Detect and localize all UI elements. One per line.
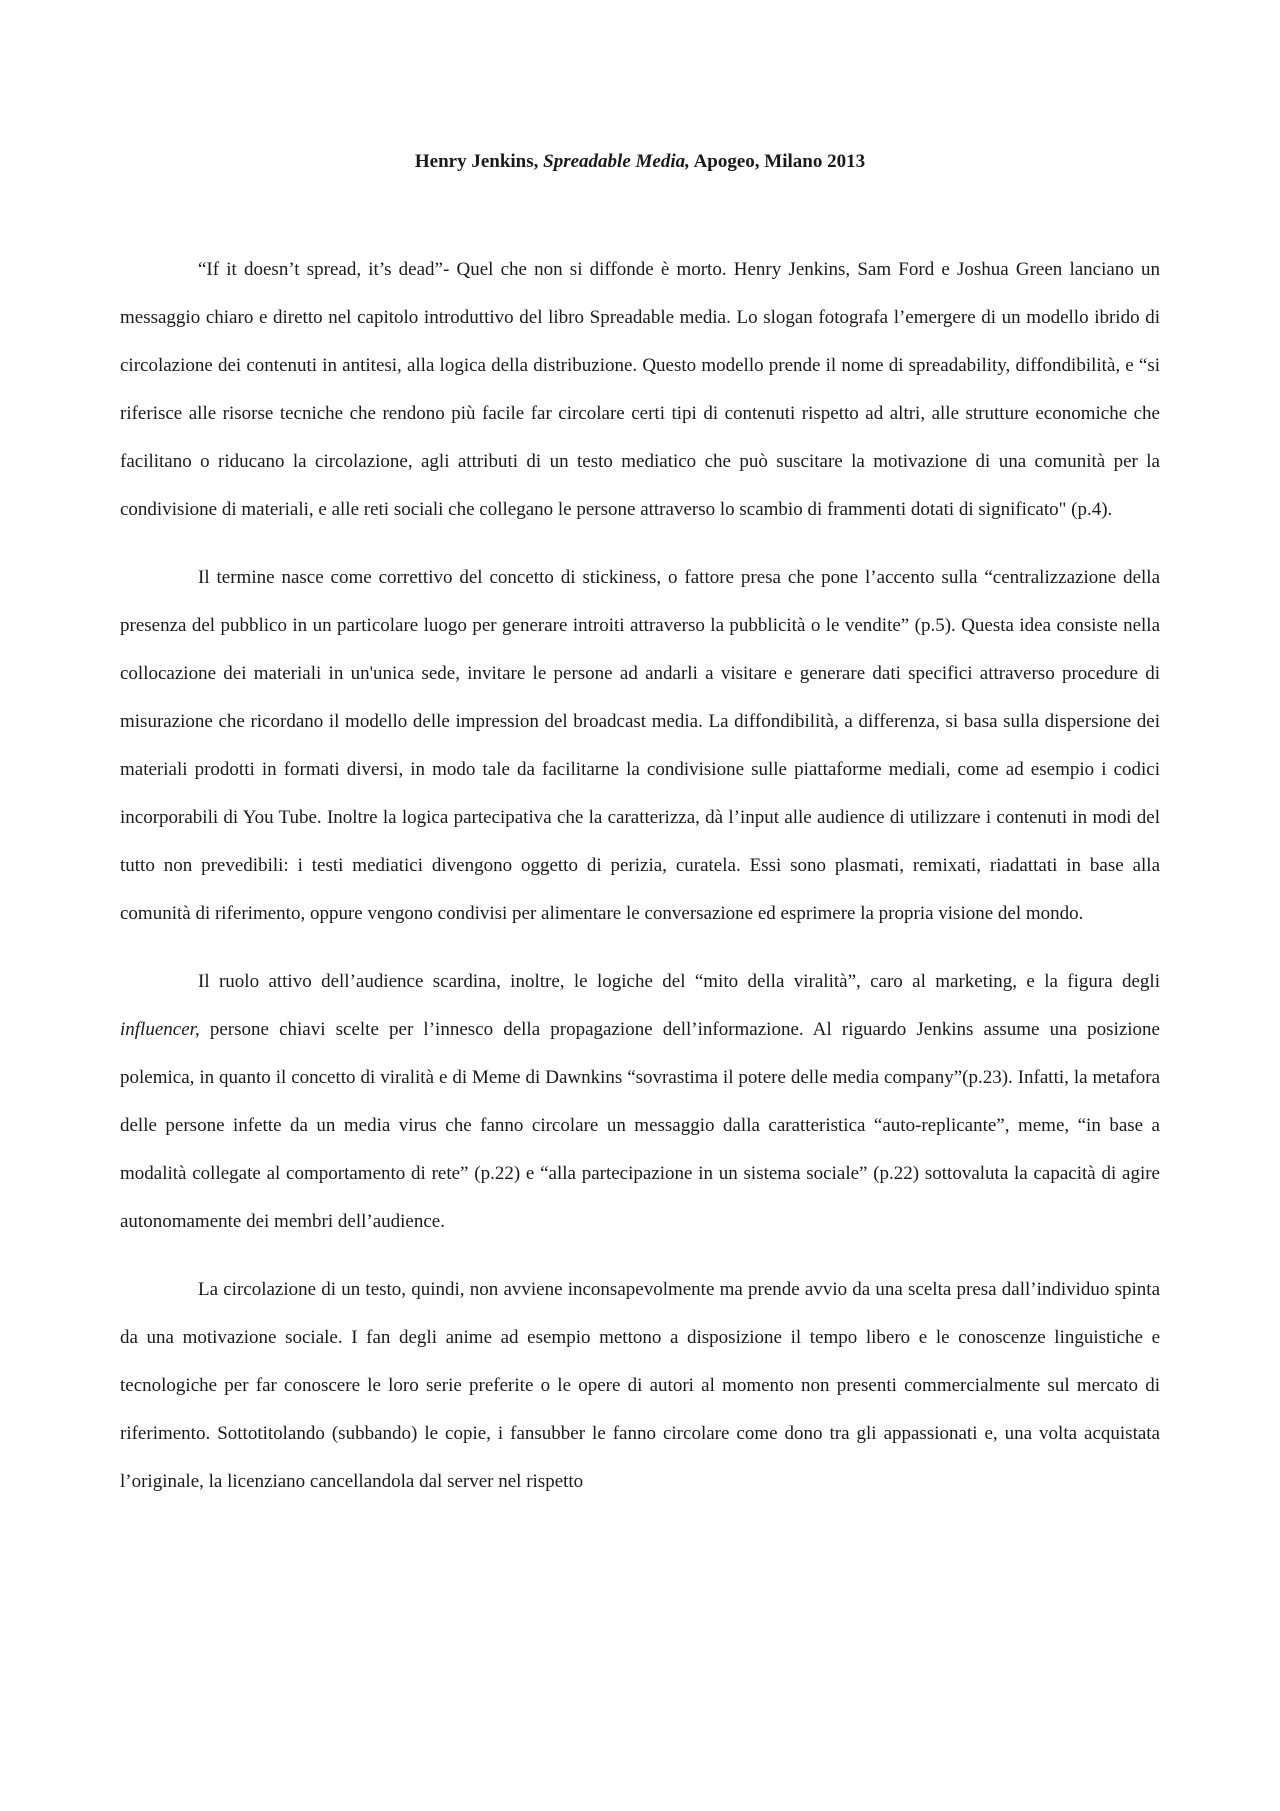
document-title <box>120 148 1160 176</box>
paragraph-4: La circolazione di un testo, quindi, non avviene inconsapevolmente ma prende avvio da una scelta presa dall’individuo spinta da una motivazione sociale. I fan degli anime ad esempio mettono a disposizione il tempo libero e le conoscenze linguistiche e tecnologiche per far conoscere le loro serie preferite o le opere di autori al momento non presenti commercialmente sul mercato di riferimento. Sottotitolando (subbando) le copie, i fansubber le fanno circolare come dono tra gli appassionati e, una volta acquistata l’originale, la licenziano cancellandola dal server nel rispetto <box>120 1279 1160 1492</box>
paragraph-2: Il termine nasce come correttivo del concetto di stickiness, o fattore presa che pone l’accento sulla “centralizzazione della presenza del pubblico in un particolare luogo per generare introiti attraverso la pubblicità o le vendite” (p.5). Questa idea consiste nella collocazione dei materiali in un'unica sede, invitare le persone ad andarli a visitare e generare dati specifici attraverso procedure di misurazione che ricordano il modello delle impression del broadcast media. La diffondibilità, a differenza, si basa sulla dispersione dei materiali prodotti in formati diversi, in modo tale da facilitarne la condivisione sulle piattaforme mediali, come ad esempio i codici incorporabili di You Tube. Inoltre la logica partecipativa che la caratterizza, dà l’input alle audience di utilizzare i contenuti in modi del tutto non prevedibili: i testi mediatici divengono oggetto di perizia, curatela. Essi sono plasmati, remixati, riadattati in base alla comunità di riferimento, oppure vengono condivisi per alimentare le conversazione ed esprimere la propria visione del mondo. <box>120 567 1160 924</box>
title-publisher: Apogeo, Milano 2013 <box>693 151 866 172</box>
title-author: Henry Jenkins, <box>414 151 539 172</box>
title-book: Spreadable Media, <box>543 151 690 172</box>
document-body <box>120 246 1160 1526</box>
paragraph-1: “If it doesn’t spread, it’s dead”- Quel che non si diffonde è morto. Henry Jenkins, Sam Ford e Joshua Green lanciano un messaggio chiaro e diretto nel capitolo introduttivo del libro Spreadable media. Lo slogan fotografa l’emergere di un modello ibrido di circolazione dei contenuti in antitesi, alla logica della distribuzione. Questo modello prende il nome di spreadability, diffondibilità, e “si riferisce alle risorse tecniche che rendono più facile far circolare certi tipi di contenuti rispetto ad altri, alle strutture economiche che facilitano o riducano la circolazione, agli attributi di un testo mediatico che può suscitare la motivazione di una comunità per la condivisione di materiali, e alle reti sociali che collegano le persone attraverso lo scambio di frammenti dotati di significato" (p.4). <box>120 259 1160 520</box>
paragraph-3-emphasis: influencer, <box>120 1019 200 1040</box>
paragraph-3-text-start: Il ruolo attivo dell’audience scardina, inoltre, le logiche del “mito della viralità”, caro al marketing, e la figura degli <box>198 971 1160 992</box>
paragraph-3 <box>120 958 1160 1246</box>
paragraph-3-text-end: persone chiavi scelte per l’innesco della propagazione dell’informazione. Al riguardo Jenkins assume una posizione polemica, in quanto il concetto di viralità e di Meme di Dawnkins “sovrastima il potere delle media company”(p.23). Infatti, la metafora delle persone infette da un media virus che fanno circolare un messaggio dalla caratteristica “auto-replicante”, meme, “in base a modalità collegate al comportamento di rete” (p.22) e “alla partecipazione in un sistema sociale” (p.22) sottovaluta la capacità di agire autonomamente dei membri dell’audience. <box>120 1019 1160 1232</box>
